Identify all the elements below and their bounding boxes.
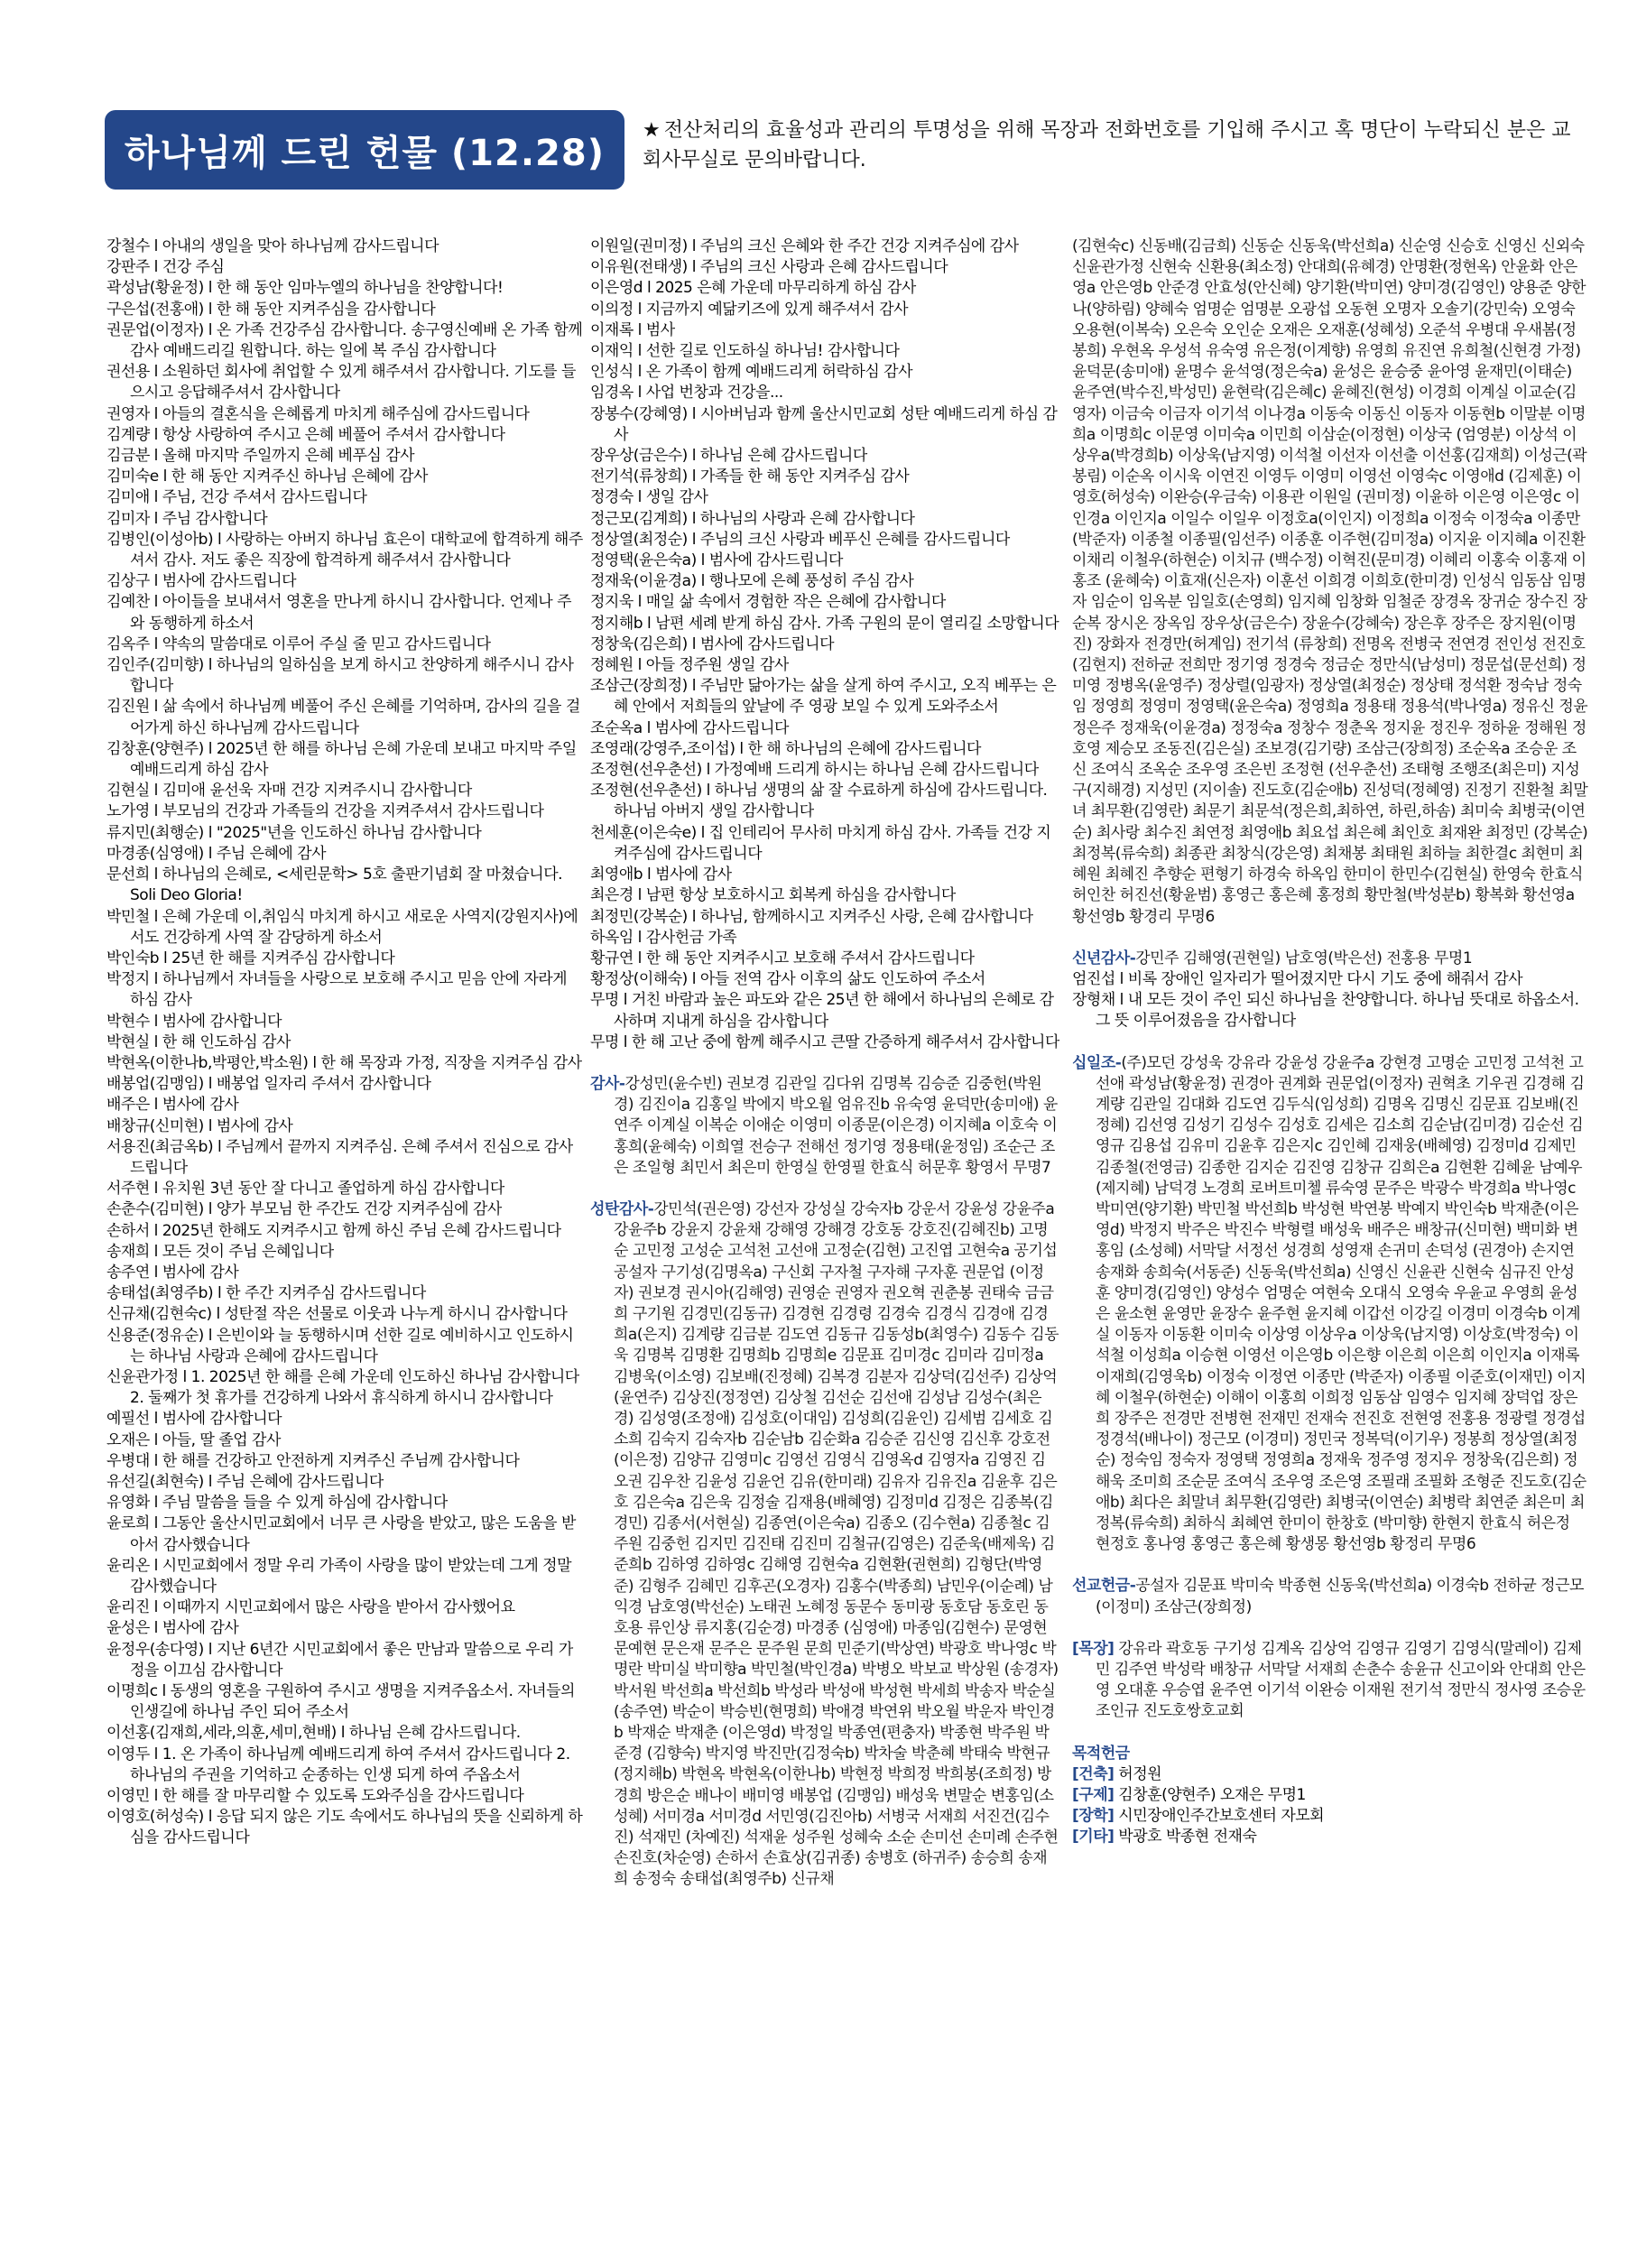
offering-entry: 최정민(강복순) l 하나님, 함께하시고 지켜주신 사랑, 은혜 감사합니다 <box>590 907 1033 926</box>
purpose-tag: [기타] <box>1072 1828 1115 1847</box>
offering-entry: 정창욱(김은희) l 범사에 감사드립니다 <box>590 634 835 653</box>
offering-entry: 오재은 l 아들, 딸 졸업 감사 <box>106 1430 281 1449</box>
purpose-offering-item <box>1072 1764 1588 1785</box>
offering-entry: 김상구 l 범사에 감사드립니다 <box>106 572 296 591</box>
offering-column-1 <box>106 236 583 2258</box>
offering-entry: 이영두 l 1. 온 가족이 하나님께 예배드리게 하여 주셔서 감사드립니다 2. 하나님의 주권을 기억하고 순종하는 인생 되게 하여 주옵소서 <box>106 1745 570 1784</box>
offering-entry: 배주은 l 범사에 감사 <box>106 1096 239 1115</box>
donor-names: 강성민(윤수빈) 권보경 김관일 김다위 김명복 김승준 김중헌(박원경) 김진이a 김홍일 박에지 박오월 엄유진b 유숙영 윤덕만(송미애) 윤연주 이계실 이복순 이애순 이영미 이종문(이은경) 이지혜a 이호숙 이홍희(윤혜숙) 이희열 전승구 전해선 정기영 정용태(윤정임) 조순근 조은 조일형 최민서 최은미 한영실 한영필 한효식 허문후 황영서 무명7 <box>614 1074 1058 1177</box>
offering-entry: 곽성남(황윤정) l 한 해 동안 임마누엘의 하나님을 찬양합니다! <box>106 279 504 298</box>
offering-entry: 김예찬 l 아이들을 보내셔서 영혼을 만나게 하시니 감사합니다. 언제나 주와 동행하게 하소서 <box>106 593 571 633</box>
offering-entry: 박현수 l 범사에 감사합니다 <box>106 1012 282 1031</box>
offering-entry: 이은영d l 2025 은혜 가운데 마무리하게 하심 감사 <box>590 279 916 298</box>
section-label: [목장] <box>1072 1639 1115 1658</box>
offering-entry: 무명 l 한 해 고난 중에 함께 해주시고 큰딸 간증하게 해주셔서 감사합니다 <box>590 1032 1059 1051</box>
offering-entry: 서주현 l 유치원 3년 동안 잘 다니고 졸업하게 하심 감사합니다 <box>106 1180 504 1199</box>
page-title: 하나님께 드린 헌물 (12.28) <box>105 110 624 190</box>
offering-column-2 <box>590 236 1059 2258</box>
new-year-offering-section <box>1072 949 1588 969</box>
offering-entry: 조삼근(장희정) l 주님만 닮아가는 삶을 살게 하여 주시고, 오직 베푸는 은혜 안에서 저희들의 앞날에 주 영광 보일 수 있게 도와주소서 <box>590 677 1057 717</box>
offering-entry: 이유원(전태생) l 주님의 크신 사랑과 은혜 감사드립니다 <box>590 258 948 277</box>
offering-entry: 유선길(최현숙) l 주님 은혜에 감사드립니다 <box>106 1472 384 1491</box>
mission-offering-section <box>1072 1576 1588 1617</box>
offering-entry: 하옥임 l 감사헌금 가족 <box>590 928 737 947</box>
offering-entry: 조정현(선우춘선) l 가정예배 드리게 하시는 하나님 은혜 감사드립니다 <box>590 761 1039 780</box>
notice-body: 전산처리의 효율성과 관리의 투명성을 위해 목장과 전화번호를 기입해 주시고 혹 명단이 누락되신 분은 교회사무실로 문의바랍니다. <box>643 119 1571 171</box>
offering-entry: 황규연 l 한 해 동안 지켜주시고 보호해 주셔서 감사드립니다 <box>590 949 975 967</box>
offering-list <box>590 236 1059 1053</box>
offering-entry: 우병대 l 한 해를 건강하고 안전하게 지켜주신 주님께 감사합니다 <box>106 1451 520 1470</box>
purpose-tag: [구제] <box>1072 1786 1115 1805</box>
offering-entry: 손하서 l 2025년 한해도 지켜주시고 함께 하신 주님 은혜 감사드립니다 <box>106 1221 561 1240</box>
offering-entry: 윤로희 l 그동안 울산시민교회에서 너무 큰 사랑을 받았고, 많은 도움을 받아서 감사했습니다 <box>106 1514 576 1554</box>
section-label: 목적헌금 <box>1072 1744 1130 1763</box>
offering-entry: 장우상(금은수) l 하나님 은혜 감사드립니다 <box>590 447 867 466</box>
offering-entry: 윤리진 l 이때까지 시민교회에서 많은 사랑을 받아서 감사했어요 <box>106 1598 515 1617</box>
offering-entry: 배창규(신미현) l 범사에 감사 <box>106 1116 293 1135</box>
offering-entry: 김병인(이성아b) l 사랑하는 아버지 하나님 효은이 대학교에 합격하게 해주셔서 감사. 저도 좋은 직장에 합격하게 해주셔서 감사합니다 <box>106 530 583 570</box>
offering-entry: 권영자 l 아들의 결혼식을 은혜롭게 마치게 해주심에 감사드립니다 <box>106 404 530 423</box>
offering-entry: 정재욱(이윤경a) l 행나모에 은혜 풍성히 주심 감사 <box>590 572 914 591</box>
offering-entry: 송태섭(최영주b) l 한 주간 지켜주심 감사드립니다 <box>106 1284 426 1303</box>
offering-entry: 강판주 l 건강 주심 <box>106 258 225 277</box>
mokjang-section <box>1072 1639 1588 1723</box>
offering-entry: 이원일(권미정) l 주님의 크신 은혜와 한 주간 건강 지켜주심에 감사 <box>590 237 1019 255</box>
offering-entry: 윤성은 l 범사에 감사 <box>106 1619 239 1638</box>
purpose-offering-item <box>1072 1806 1588 1827</box>
purpose-donors: 시민장애인주간보호센터 자모회 <box>1118 1807 1325 1826</box>
offering-entry: 장봉수(강혜영) l 시아버님과 함께 울산시민교회 성탄 예배드리게 하심 감사 <box>590 404 1058 444</box>
offering-entry: 신규채(김현숙c) l 성탄절 작은 선물로 이웃과 나누게 하시니 감사합니다 <box>106 1305 568 1324</box>
section-label: 성탄감사- <box>590 1199 654 1218</box>
offering-column-3 <box>1072 236 1588 2258</box>
offering-entry: 신용준(정유순) l 은빈이와 늘 동행하시며 선한 길로 예비하시고 인도하시는 하나님 사랑과 은혜에 감사드립니다 <box>106 1326 574 1365</box>
section-label: 선교헌금- <box>1072 1577 1136 1596</box>
offering-entry: 김진원 l 삶 속에서 하나님께 베풀어 주신 은혜를 기억하며, 감사의 길을 걸어가게 하신 하나님께 감사드립니다 <box>106 698 580 737</box>
offering-entry: 김창훈(양현주) l 2025년 한 해를 하나님 은혜 가운데 보내고 마지막 주일 예배드리게 하심 감사 <box>106 739 577 780</box>
offering-entry: 서용진(최금옥b) l 주님께서 끝까지 지켜주심. 은혜 주셔서 진심으로 감사드립니다 <box>106 1137 573 1177</box>
offering-entry: 천세훈(이은숙e) l 집 인테리어 무사히 마치게 하심 감사. 가족들 건강 지켜주심에 감사드립니다 <box>590 823 1051 863</box>
tithe-section <box>1072 1053 1588 1556</box>
section-label: 신년감사- <box>1072 949 1136 967</box>
christmas-offering-continued: (김현숙c) 신동배(김금희) 신동순 신동욱(박선희a) 신순영 신승호 신영신 신외숙 신윤관가정 신현숙 신환용(최소정) 안대희(유혜경) 안명환(정현옥) 안윤화 안은영a 안은영b 안준경 안효성(안신혜) 양기환(박미연) 양미경(김영인) 양용준 양한나(양하림) 양혜숙 엄명순 엄명분 오광섭 오동현 오명자 오솔기(강민숙) 오영숙 오용현(이복숙) 오은숙 오인순 오재은 오재훈(성혜성) 오준석 우병대 우새봄(정봉희) 우현옥 우성석 유숙영 유은정(이계향) 유영희 유진연 유희철(신현경 가정) 윤덕문(송미애) 윤명수 윤석영(정은숙a) 윤성은 윤승중 윤아영 윤재민(이태순) 윤주연(박수진,박성민) 윤현락(김은혜c) 윤혜진(현성) 이경희 이계실 이교순(김영자) 이금숙 이금자 이기석 이나경a 이동숙 이동신 이동자 이동현b 이말분 이명희a 이명희c 이문영 이미숙a 이민희 이삼순(이정현) 이상국 (엄영분) 이상석 이상우a(박경희b) 이상욱(남지영) 이석철 이선자 이선출 이선홍(김재희) 이성근(곽봉림) 이순옥 이시욱 이연진 이영두 이영미 이영선 이영숙c 이영애d (김제훈) 이영호(허성숙) 이완승(우금숙) 이용관 이원일 (권미정) 이윤하 이은영 이은영c 이인경a 이인지a 이일수 이일우 이정호a(이인지) 이정희a 이정숙 이정숙a 이종만 (박준자) 이종철 이종필(임선주) 이종훈 이주현(김미정a) 이지윤 이지혜a 이진환 이채리 이철우(하현순) 이치규 (백수정) 이혁진(문미경) 이혜리 이홍숙 이홍재 이홍조 (윤혜숙) 이효재(신은자) 이훈선 이희경 이희호(한미경) 인성식 임동삼 임명자 임순이 임옥분 임일호(손영희) 임지혜 임창화 임철준 장경옥 장귀순 장수진 장순복 장시온 장옥임 장우상(금은수) 장윤수(강혜숙) 장은후 장주은 장지원(이명진) 장화자 전경만(허계임) 전기석 (류창희) 전명옥 전병국 전연경 전인성 전진호(김현지) 전하균 전희만 정기영 정경숙 정금순 정만식(남성미) 정문섭(문선희) 정미영 정병옥(윤영주) 정상렬(임광자) 정상열(최정순) 정상태 정석환 정숙남 정숙임 정영희 정영미 정영택(윤은숙a) 정영희a 정용태 정용석(박나영a) 정유신 정윤 정은주 정재욱(이윤경a) 정정숙a 정창수 정춘옥 정지윤 정진우 정하윤 정해원 정호영 제승모 조동진(김은실) 조보경(김기량) 조삼근(장희정) 조순옥a 조승운 조신 조여식 조옥순 조우영 조은빈 조정현 (선우춘선) 조태형 조행조(최은미) 지성구(지해경) 지성민 (지이솔) 진도호(김순애b) 진성덕(정혜영) 진정기 진환철 최말녀 최무환(김영란) 최문기 최문석(정은희,최하연, 하린,하솜) 최미숙 최병국(이연순) 최사랑 최수진 최연정 최영애b 최요섭 최은혜 최인호 최재완 최정민 (강복순) 최정복(류숙희) 최종관 최창식(강은영) 최채봉 최태원 최하늘 최한결c 최현미 최혜원 최혜진 추향순 편형기 하경숙 하옥임 한미이 한민수(김현실) 한영숙 한효식 허인찬 허진선(황윤범) 홍영근 홍은혜 홍정희 황만철(박성분b) 황복화 황선영a 황선영b 황경리 무명6 <box>1072 237 1588 926</box>
offering-entry: 조순옥a l 범사에 감사드립니다 <box>590 718 789 737</box>
offering-entry: 류지민(최행순) l "2025"년을 인도하신 하나님 감사합니다 <box>106 823 482 842</box>
purpose-donors: 김창훈(양현주) 오재은 무명1 <box>1118 1786 1306 1805</box>
offering-entry: 최영애b l 범사에 감사 <box>590 866 732 884</box>
offering-entry: 김미자 l 주님 감사합니다 <box>106 509 268 528</box>
offering-entry: 정상열(최정순) l 주님의 크신 사랑과 베푸신 은혜를 감사드립니다 <box>590 530 1010 549</box>
offering-entry: 인성식 l 온 가족이 함께 예배드리게 허락하심 감사 <box>590 363 912 382</box>
offering-entry: 김미숙e l 한 해 동안 지켜주신 하나님 은혜에 감사 <box>106 467 428 486</box>
donor-names: 공설자 김문표 박미숙 박종현 신동욱(박선희a) 이경숙b 전하균 정근모(이정미) 조삼근(장희정) <box>1096 1577 1584 1616</box>
new-year-notes <box>1072 969 1588 1032</box>
purpose-donors: 박광호 박종현 전재숙 <box>1118 1828 1257 1847</box>
offering-entry: 황정상(이해숙) l 아들 전역 감사 이후의 삶도 인도하여 주소서 <box>590 970 985 989</box>
offering-entry: 김인주(김미향) l 하나님의 일하심을 보게 하시고 찬양하게 해주시니 감사합니다 <box>106 656 574 696</box>
offering-entry: 이선홍(김재희,세라,의훈,세미,현배) l 하나님 은혜 감사드립니다. <box>106 1724 521 1743</box>
offering-entry: 정경숙 l 생일 감사 <box>590 488 708 507</box>
offering-entry: 권문업(이정자) l 온 가족 건강주심 감사합니다. 송구영신예배 온 가족 함께 감사 예배드리길 원합니다. 하는 일에 복 주심 감사합니다 <box>106 320 583 361</box>
offering-entry: 손춘수(김미현) l 양가 부모님 한 주간도 건강 지켜주심에 감사 <box>106 1200 502 1219</box>
offering-entry: 송주연 l 범사에 감사 <box>106 1263 239 1282</box>
offering-entry: 유영화 l 주님 말씀을 들을 수 있게 하심에 감사합니다 <box>106 1494 448 1513</box>
offering-entry: 송재희 l 모든 것이 주님 은혜입니다 <box>106 1242 334 1261</box>
offering-entry: 이의정 l 지금까지 예닮키즈에 있게 해주셔서 감사 <box>590 300 909 319</box>
offering-entry: 박민철 l 은혜 가운데 이,취임식 마치게 하시고 새로운 사역지(강원지사)에서도 건강하게 사역 잘 감당하게 하소서 <box>106 907 578 947</box>
offering-entry: 장형채 l 내 모든 것이 주인 되신 하나님을 찬양합니다. 하나님 뜻대로 하옵소서. 그 뜻 이루어졌음을 감사합니다 <box>1072 991 1579 1031</box>
donor-names: 강유라 곽호동 구기성 김계옥 김상억 김영규 김영기 김영식(말레이) 김제민 김주연 박성락 배창규 서막달 서재희 손춘수 송윤규 신고이와 안대희 안은영 오대훈 우승엽 윤주연 이기석 이완승 이재원 전기석 정만식 정사영 조승운 조인규 진도호쌍호교회 <box>1096 1639 1586 1721</box>
offering-entry: 문선희 l 하나님의 은혜로, <세린문학> 5호 출판기념회 잘 마쳤습니다. Soli Deo Gloria! <box>106 866 563 905</box>
offering-entry: 윤리온 l 시민교회에서 정말 우리 가족이 사랑을 많이 받았는데 그게 정말 감사했습니다 <box>106 1556 571 1596</box>
offering-entry: 정근모(김계희) l 하나님의 사랑과 은혜 감사합니다 <box>590 509 915 528</box>
section-label: 감사- <box>590 1074 625 1093</box>
purpose-tag: [장학] <box>1072 1807 1115 1826</box>
offering-entry: 김계량 l 항상 사랑하여 주시고 은혜 베풀어 주셔서 감사합니다 <box>106 425 505 444</box>
offering-entry: 박현실 l 한 해 인도하심 감사 <box>106 1032 291 1051</box>
offering-entry: 정영택(윤은숙a) l 범사에 감사드립니다 <box>590 551 843 570</box>
offering-entry: 박정지 l 하나님께서 자녀들을 사랑으로 보호해 주시고 믿음 안에 자라게 하심 감사 <box>106 970 568 1010</box>
offering-entry: 권선용 l 소원하던 회사에 취업할 수 있게 해주셔서 감사합니다. 기도를 들으시고 응답해주셔서 감사합니다 <box>106 363 576 403</box>
purpose-offering-section <box>1072 1744 1588 1848</box>
offering-entry: 이재익 l 선한 길로 인도하실 하나님! 감사합니다 <box>590 342 900 361</box>
offering-entry: 이재록 l 범사 <box>590 320 675 339</box>
notice-text <box>643 116 1581 175</box>
offering-entry: 예필선 l 범사에 감사합니다 <box>106 1410 282 1429</box>
offering-entry: 전기석(류창희) l 가족들 한 해 동안 지켜주심 감사 <box>590 467 910 486</box>
offering-entry: 구은섭(전홍애) l 한 해 동안 지켜주심을 감사합니다 <box>106 300 436 319</box>
offering-entry: 엄진섭 l 비록 장애인 일자리가 떨어졌지만 다시 기도 중에 해줘서 감사 <box>1072 969 1523 988</box>
offering-entry: 김현실 l 김미애 윤선욱 자매 건강 지켜주시니 감사합니다 <box>106 782 472 801</box>
offering-entry: 임경옥 l 사업 번창과 건강을... <box>590 384 783 403</box>
offering-entry: 박인숙b l 25년 한 해를 지켜주심 감사합니다 <box>106 949 395 967</box>
offering-entry: 배봉업(김맹임) l 배봉업 일자리 주셔서 감사합니다 <box>106 1075 431 1094</box>
christmas-offering-section <box>590 1199 1059 1891</box>
offering-entry: 무명 l 거친 바람과 높은 파도와 같은 25년 한 해에서 하나님의 은혜로 감사하며 지내게 하심을 감사합니다 <box>590 991 1054 1031</box>
offering-entry: 이영민 l 한 해를 잘 마무리할 수 있도록 도와주심을 감사드립니다 <box>106 1787 524 1806</box>
star-icon: ★ <box>643 119 661 142</box>
purpose-tag: [건축] <box>1072 1764 1115 1783</box>
offering-entry: 김옥주 l 약속의 말씀대로 이루어 주실 줄 믿고 감사드립니다 <box>106 634 491 653</box>
offering-entry: 정혜원 l 아들 정주원 생일 감사 <box>590 656 789 675</box>
offering-entry: 정지욱 l 매일 삶 속에서 경험한 작은 은혜에 감사합니다 <box>590 593 946 612</box>
offering-entry: 노가영 l 부모님의 건강과 가족들의 건강을 지켜주셔서 감사드립니다 <box>106 802 544 821</box>
offering-entry: 윤정우(송다영) l 지난 6년간 시민교회에서 좋은 만남과 말씀으로 우리 가정을 이끄심 감사합니다 <box>106 1640 573 1680</box>
offering-entry: 김금분 l 올해 마지막 주일까지 은혜 베푸심 감사 <box>106 447 415 466</box>
offering-entry: 조영래(강영주,조이섭) l 한 해 하나님의 은혜에 감사드립니다 <box>590 739 981 758</box>
donor-names: 강민석(권은영) 강선자 강성실 강숙자b 강운서 강윤성 강윤주a 강윤주b 강윤지 강윤채 강해영 강해경 강호동 강호진(김혜진b) 고명순 고민정 고성순 고석천 고선애 고정순(김현) 고진엽 고현숙a 공기섭 공설자 구기성(김명옥a) 구신회 구자철 구자해 구자훈 권문업 (이정자) 권보경 권시아(김해영) 권영순 권영자 권오혁 권춘봉 권태숙 금금희 구기원 김경민(김동규) 김경현 김경령 김경숙 김경식 김경애 김경희a(은지) 김계량 김금분 김도연 김동규 김동성b(최영수) 김동수 김동욱 김명복 김명환 김명희b 김명희e 김문표 김미경c 김미라 김미정a 김병욱(이소영) 김보배(진정혜) 김복경 김분자 김상덕(김선주) 김상억(윤연주) 김상진(정정연) 김상철 김선순 김선애 김성남 김성수(최은경) 김성영(조정애) 김성호(이대임) 김성희(김윤인) 김세범 김세호 김소희 김숙지 김숙자b 김순남b 김순화a 김승준 김신영 김신후 강호전(이은정) 김양규 김영미c 김영선 김영식 김영옥d 김영자a 김영진 김오권 김우찬 김윤성 김윤언 김유(한미래) 김유자 김유진a 김윤후 김은호 김은숙a 김은욱 김정술 김재용(배혜영) 김정미d 김정은 김종복(김경민) 김종서(서현실) 김종연(이은숙a) 김종오 (김수현a) 김종철c 김주원 김중헌 김지민 김진태 김진미 김철규(김영은) 김준욱(배제욱) 김준희b 김하영 김하영c 김해영 김현숙a 김현환(권현희) 김형단(박영준) 김형주 김혜민 김후곤(오경자) 김홍수(박종희) 남민우(이순례) 남익경 남호영(박선순) 노태권 노혜정 동문수 동미광 동호담 동호린 동호용 류인상 류지홍(김순경) 마경종 (심영애) 마종임(김현수) 문영현 문예현 문은재 문주은 문주원 문희 민준기(박상연) 박광호 박나영c 박명란 박미실 박미향a 박민철(박인경a) 박병오 박보교 박상원 (송경자) 박서원 박선희a 박선희b 박성라 박성애 박성현 박세희 박송자 박순실(송주연) 박순이 박승빈(현명희) 박애경 박연위 박오월 박운자 박인경b 박재순 박재춘 (이은영d) 박정일 박종연(편충자) 박종현 박주원 박준경 (김향숙) 박지영 박진만(김정숙b) 박차술 박춘혜 박태숙 박현규(정지해b) 박현옥 박현옥(이한나b) 박현정 박희정 박희봉(조희정) 방경희 방은순 배나이 배미영 배봉업 (김맹임) 배성욱 변말순 변홍임(소성혜) 서미경a 서미경d 서민영(김진아b) 서병국 서재희 서진건(김수진) 석재민 (차예진) 석재윤 성주원 성혜숙 소순 손미선 손미례 손주현 손진호(차순영) 손하서 손효상(김귀종) 송병호 (하귀주) 송승희 송재희 송정숙 송태섭(최영주b) 신규채 <box>614 1199 1059 1889</box>
offering-entry: 마경종(심영애) l 주님 은혜에 감사 <box>106 844 327 863</box>
purpose-offering-item <box>1072 1827 1588 1847</box>
offering-entry: 김미애 l 주님, 건강 주셔서 감사드립니다 <box>106 488 367 507</box>
offering-entry: 정지해b l 남편 세례 받게 하심 감사. 가족 구원의 문이 열리길 소망합니다 <box>590 614 1059 633</box>
donor-names: 강민주 김해영(권현일) 남호영(박은선) 전홍용 무명1 <box>1135 949 1473 967</box>
section-label: 십일조- <box>1072 1053 1122 1072</box>
purpose-donors: 허정원 <box>1118 1764 1162 1783</box>
offering-entry: 이영호(허성숙) l 응답 되지 않은 기도 속에서도 하나님의 뜻을 신뢰하게 하심을 감사드립니다 <box>106 1808 583 1847</box>
offering-entry: 신윤관가정 l 1. 2025년 한 해를 은혜 가운데 인도하신 하나님 감사합니다 2. 둘째가 첫 휴가를 건강하게 나와서 휴식하게 하시니 감사합니다 <box>106 1367 579 1408</box>
thanks-offering-section <box>590 1074 1059 1179</box>
offering-entry: 조정현(선우춘선) l 하나님 생명의 삶 잘 수료하게 하심에 감사드립니다. 하나님 아버지 생일 감사합니다 <box>590 782 1048 821</box>
offering-entry: 이명희c l 동생의 영혼을 구원하여 주시고 생명을 지켜주옵소서. 자녀들의 인생길에 하나님 주인 되어 주소서 <box>106 1682 575 1722</box>
offering-entry: 최은경 l 남편 항상 보호하시고 회복케 하심을 감사합니다 <box>590 886 956 905</box>
donor-names: (주)모던 강성욱 강유라 강윤성 강윤주a 강현경 고명순 고민정 고석천 고선애 곽성남(황윤정) 권경아 권계화 권문업(이정자) 권혁초 기우권 김경해 김계량 김관일 김대화 김도연 김두식(임성희) 김명옥 김명신 김문표 김보배(진정혜) 김선영 김성기 김성수 김성호 김세은 김소희 김순남(김미경) 김순선 김영규 김용섭 김유미 김윤후 김은지c 김인혜 김재웅(배혜영) 김정미d 김제민 김종철(전영금) 김종한 김지순 김진영 김창규 김희은a 김현환 김혜윤 남예우(제지혜) 남덕경 노경희 로버트미첼 류숙영 문주은 박광수 박경희a 박나영c 박미연(양기환) 박민철 박선희b 박성현 박연봉 박예지 박인숙b 박재춘(이은영d) 박정지 박주은 박진수 박형렬 배성욱 배주은 배창규(신미현) 백미화 변홍임 (소성혜) 서막달 서정선 성경희 성영재 손귀미 손덕성 (권경아) 손지연 송재화 송희숙(서동준) 신동욱(박선희a) 신영신 신윤관 신현숙 심규진 안성훈 양미경(김영인) 양성수 엄명순 여현숙 오대식 오영숙 우윤교 우영희 윤성은 윤소현 윤영만 윤장수 윤주현 윤지혜 이갑선 이강길 이경미 이경숙b 이계실 이동자 이동환 이미숙 이상영 이상우a 이상욱(남지영) 이상호(박정숙) 이석철 이성희a 이승현 이영선 이은영b 이은향 이은희 이은희 이인지a 이재록 이재희(김영욱b) 이정숙 이정연 이종만 (박준자) 이종필 이준호(이재민) 이지혜 이철우(하현순) 이해이 이홍희 이희정 임동삼 임영수 임지혜 장덕업 장은희 장주은 전경만 전병현 전재민 전재숙 전진호 전현영 전홍용 정광렬 정경섭 정경석(배나이) 정근모 (이경미) 정민국 정복덕(이기우) 정봉희 정상열(최정순) 정숙임 정숙자 정영택 정영희a 정재욱 정주영 정지우 정창욱(김은희) 정해욱 조미희 조순문 조여식 조우영 조은영 조필래 조필화 조형준 진도호(김순애b) 최다은 최말녀 최무환(김영란) 최병국(이연순) 최병락 최연준 최은미 최정복(류숙희) 최하식 최혜연 한미이 한창호 (박미향) 한현지 한효식 허은정 현정호 홍나영 홍영근 홍은혜 황생몽 황선영b 황정리 무명6 <box>1096 1053 1586 1554</box>
offering-entry: 강철수 l 아내의 생일을 맞아 하나님께 감사드립니다 <box>106 237 439 255</box>
offering-entry: 박현옥(이한나b,박평안,박소원) l 한 해 목장과 가정, 직장을 지켜주심 감사 <box>106 1053 582 1072</box>
purpose-offering-list <box>1072 1764 1588 1848</box>
purpose-offering-item <box>1072 1785 1588 1806</box>
